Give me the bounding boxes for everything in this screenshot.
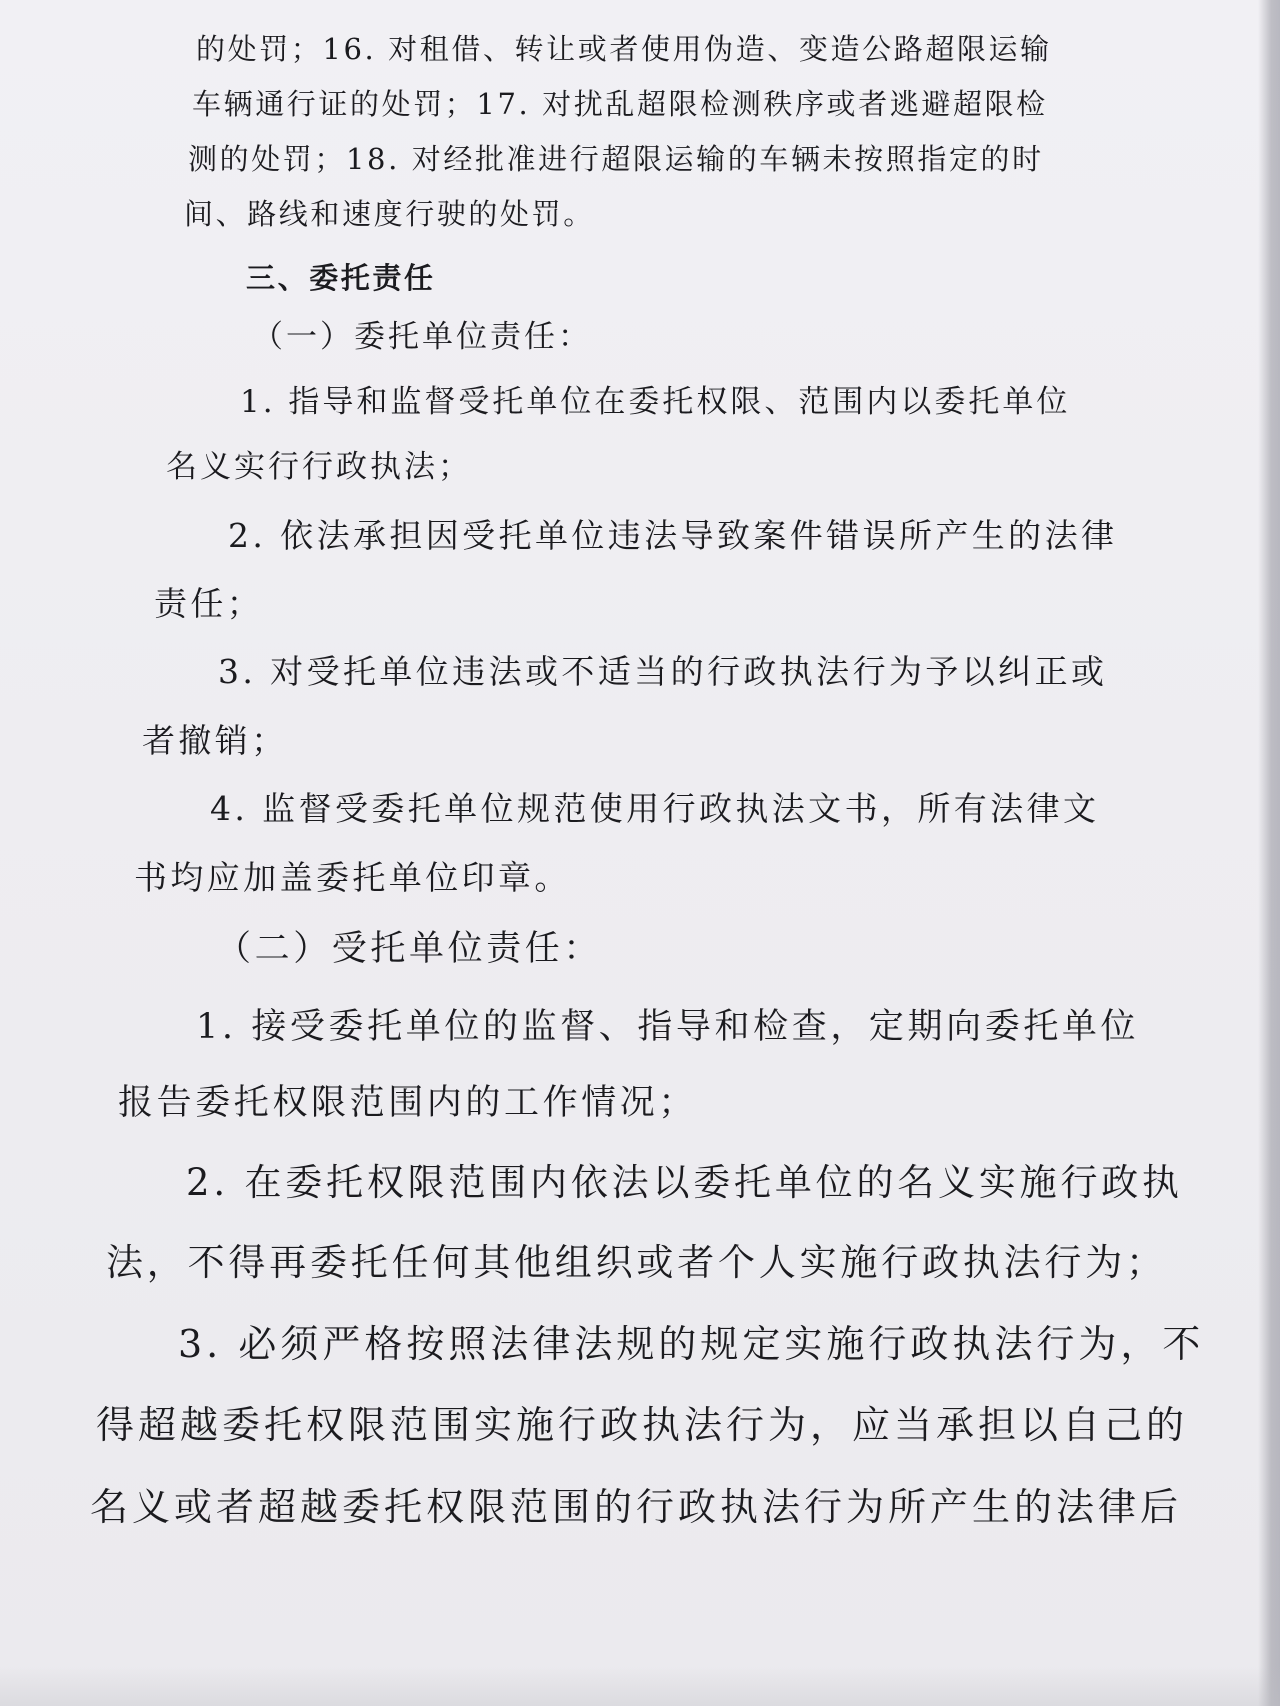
text-line: 报告委托权限范围内的工作情况； (118, 1083, 698, 1123)
text-line: 4. 监督受委托单位规范使用行政执法文书，所有法律文 (210, 789, 1100, 828)
text-line: 责任； (154, 584, 264, 623)
subsection-heading: （一）委托单位责任： (252, 319, 592, 355)
text-line: 3. 对受托单位违法或不适当的行政执法行为予以纠正或 (218, 652, 1108, 691)
text-line: 1. 指导和监督受托单位在委托权限、范围内以委托单位 (240, 384, 1071, 420)
text-line: 名义实行行政执法； (166, 449, 472, 485)
section-heading: 三、委托责任 (246, 261, 436, 295)
text-line: 法，不得再委托任何其他组织或者个人实施行政执法行为； (106, 1241, 1167, 1284)
text-line: 书均应加盖委托单位印章。 (134, 858, 571, 897)
text-line: 测的处罚；18. 对经批准进行超限运输的车辆未按照指定的时 (188, 142, 1044, 176)
text-line: 得超越委托权限范围实施行政执法行为，应当承担以自己的 (96, 1403, 1189, 1447)
page-bottom-shade (0, 1666, 1280, 1706)
text-line: 2. 在委托权限范围内依法以委托单位的名义实施行政执 (186, 1161, 1183, 1204)
text-line: 者撤销； (142, 721, 288, 760)
text-line: 车辆通行证的处罚；17. 对扰乱超限检测秩序或者逃避超限检 (192, 87, 1048, 121)
text-line: 名义或者超越委托权限范围的行政执法行为所产生的法律后 (90, 1485, 1183, 1529)
text-line: 3. 必须严格按照法律法规的规定实施行政执法行为，不 (178, 1322, 1205, 1366)
page-edge-shadow (1258, 0, 1280, 1706)
text-line: 2. 依法承担因受托单位违法导致案件错误所产生的法律 (228, 516, 1118, 555)
text-line: 1. 接受委托单位的监督、指导和检查，定期向委托单位 (196, 1007, 1140, 1047)
subsection-heading: （二）受托单位责任： (216, 929, 603, 969)
text-line: 间、路线和速度行驶的处罚。 (184, 197, 595, 231)
text-line: 的处罚；16. 对租借、转让或者使用伪造、变造公路超限运输 (196, 32, 1052, 66)
